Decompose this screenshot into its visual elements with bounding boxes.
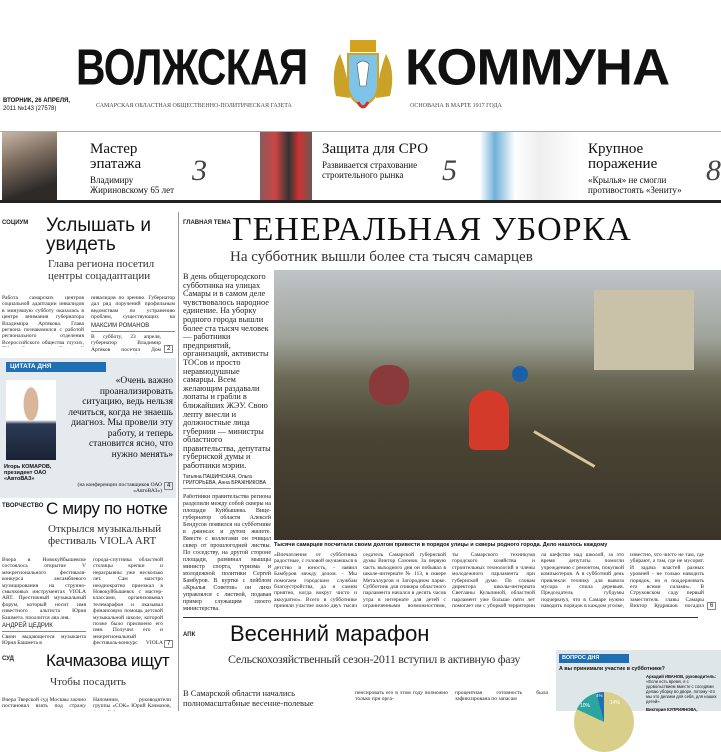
rubric-tvorchestvo: ТВОРЧЕСТВО <box>2 503 44 509</box>
main-byline: Татьяна ПАШИНСКАЯ, Ольга ГРИГОРЬЕВА, Анна БРАЖНИКОВА <box>183 474 271 489</box>
article-text: пенсировать его в этом году возможно только при орга- <box>355 690 448 703</box>
person-red-jacket <box>469 390 509 450</box>
poll-answer-text: «Если есть время, я с удовольствием вместе с соседями делаю уборку во дворе, потому что мы это делаем для себя, для наших детей». <box>646 679 717 704</box>
masthead-founded: ОСНОВАНА В МАРТЕ 1917 ГОДА <box>410 103 502 109</box>
headline-uslyshat[interactable]: Услышать и увидеть <box>46 215 151 255</box>
poll-answer-name: Аркадий ИВАНОВ, руководитель: <box>646 674 717 679</box>
teaser-3[interactable] <box>480 132 721 200</box>
quote-source: (на конференции поставщиков ОАО «АвтоВАЗ») <box>77 482 162 494</box>
child-blue-hat <box>512 366 528 382</box>
main-column-1: «Впечатления от субботника радостные, с головой окунаешься в детство и юность, - заявил Бамбуров между делом. - Мы помогаем городским службам благоустройства, да и самим приятно, когда вокруг чисто и аккуратно». Всего в субботнике приняли участие около двух тысяч <box>274 552 357 610</box>
masthead-title-left: ВОЛЖСКАЯ <box>76 38 308 96</box>
article-text: Вчера Тверской суд Москвы заочно постановил взять под стражу <box>2 697 86 710</box>
section-rule <box>183 617 698 618</box>
main-column-4: ла шефство над школой, за это время депутаты помогли учреждению с ремонтом, покупкой компьютеров. А в субботний день привлекли технику для вывоза мусора и спила деревьев. Председатель губдумы подчеркнул, что в Самаре нужно наводить порядок в каждом уголке, <box>541 552 624 610</box>
rubric-apk: АПК <box>183 632 196 638</box>
komarov-photo <box>6 380 56 460</box>
issue-date: ВТОРНИК, 26 АПРЕЛЯ, <box>3 98 71 104</box>
poll-question: А вы принимали участие в субботнике? <box>559 666 665 672</box>
workers-photo <box>260 132 312 200</box>
continued-page-link[interactable]: 6 <box>707 602 716 610</box>
continued-page-link[interactable]: 7 <box>164 640 173 648</box>
rake <box>533 430 595 468</box>
subhead-kachmazova: Чтобы посадить <box>50 676 126 688</box>
article-text: города-спутника областной столицы крепки и нерасрывны уже несколько лет. Сам маэстро неоднократно приезжал в Новокуйбышевск с мастер-классами, организовывал телемарафон и оказывал финансовую помощь детской музыкальной школе, которой позже было присвоено его имя. Получил его и межрегиональный фестиваль-конкурс VIOLA <box>93 557 163 647</box>
subhead-s-miru: Открылся музыкальный фестиваль VIOLA ART <box>48 523 162 547</box>
poll-answer-name: Виктория КУПРИЯНОВА, <box>646 707 698 712</box>
subhead-vesenniy-marafon: Сельскохозяйственный сезон-2011 вступил в активную фазу <box>228 652 521 666</box>
quote-label: ЦИТАТА ДНЯ <box>6 362 106 372</box>
subhead-uslyshat: Глава региона посетил центры соцадаптации <box>48 258 155 282</box>
teaser-1[interactable] <box>0 132 240 200</box>
continued-page-link[interactable]: 4 <box>164 482 173 490</box>
article-text: Вчера в Новокуйбышевске состоялось открытие V межрегионального фестиваля-конкурса ансамблевого музицирования на струнно-смычковых инструментах VIOLA ART. Престижный музыкальный форум, который носит имя известного альтиста Юрия Башмета, продлится два дня. <box>2 557 86 619</box>
teaser-title: Крупное поражение <box>588 141 658 172</box>
column-divider <box>178 212 179 711</box>
main-headline[interactable]: ГЕНЕРАЛЬНАЯ УБОРКА <box>232 211 632 248</box>
teaser-page-number: 8 <box>706 154 721 187</box>
issue-number: 2011 №143 (27578) <box>3 106 57 112</box>
masthead-title-right: КОММУНА <box>405 38 670 96</box>
main-body-first: Работники правительства региона разделили между собой скверы на площади Куйбышева. Вице-губернатор области Алексей Бендусов появился на субботнике в джинсах и дутом жилете. Вместе с коллегами он очищал сквер от прошлогодней листвы. По соседству, на другой стороне площади, разминал мышцы министр спорта, туризма и молодежной политики Сергей Бамбуров. В куртке с лейблом «Крылья Советов» он лихо управлялся с листвой, подавая пример служащим своего министерства. <box>183 494 271 611</box>
rubric-socium: СОЦИУМ <box>2 220 29 226</box>
zhirinovsky-photo <box>2 132 57 200</box>
article-author: МАКСИМ РОМАНОВ <box>91 323 150 329</box>
teaser-title: Защита для СРО <box>322 141 429 157</box>
teaser-bottom-rule <box>0 200 721 203</box>
teaser-page-number: 5 <box>442 154 457 187</box>
pie-label: 4% <box>596 693 603 698</box>
headline-vesenniy-marafon[interactable]: Весенний марафон <box>230 621 430 646</box>
main-column-3: ты Самарского техникума городского хозяйства и строительных технологий и члены молодежного парламента при губернской думе. По словам директора школы-интерната Светланы Кульпиной, областной парламент уже больше пяти лет помогает им с уборкой территории <box>452 552 535 610</box>
article-author: АНДРЕЙ ЦЕДРИК <box>2 623 53 629</box>
building <box>594 290 694 370</box>
rubric-glavnaya-tema: ГЛАВНАЯ ТЕМА <box>183 220 231 226</box>
headline-s-miru[interactable]: С миру по нотке <box>46 499 168 518</box>
quote-text: «Очень важно проанализировать ситуацию, ведь нельзя лечиться, когда не знаешь диагноз. Мы провели эту работу, и теперь становится ясно, что нужно менять» <box>68 376 173 460</box>
pie-label: 14% <box>610 700 621 706</box>
football-photo <box>480 132 580 200</box>
teaser-2[interactable] <box>260 132 480 200</box>
teaser-subtitle: Развивается страхование строительного рынка <box>322 160 418 180</box>
pie-label: 10% <box>580 703 591 709</box>
main-lead: В день общегородского субботника на улицах Самары и в самом деле чувствовалось народное единение. На уборку родного города вышли более ста тысяч человек — работники предприятий, организаций, активисты ТОСов и просто неравнодушные самарцы. Всем желающим раздавали лопаты и грабли в ближайших ЖЭУ. Свою лепту внесли и должностные лица губернии — министры областного правительства, депутаты губернской думы и работники мэрии. <box>183 272 271 471</box>
headline-kachmazova[interactable]: Качмазова ищут <box>46 651 170 670</box>
main-column-2: седатель Самарской губернской думы Виктор Сазонов. За первую часть выходного дня он побывал в школе-интернате № 113, в сквере Металлургов и Загородном парке. Субботник для спикера областного парламента начался в десять часов утра в интернате для детей с ограниченными возможностями, <box>363 552 446 610</box>
article-text: процентная готовность была зафиксирована по запасам <box>455 690 548 703</box>
teaser-subtitle: «Крылья» не смогли противостоять «Зениту» <box>588 175 682 195</box>
rubric-sud: СУД <box>2 656 14 662</box>
quote-person: Игорь КОМАРОВ, <box>4 464 52 470</box>
masthead-subtitle: САМАРСКАЯ ОБЛАСТНАЯ ОБЩЕСТВЕННО-ПОЛИТИЧЕСКАЯ ГАЗЕТА <box>96 103 292 109</box>
main-photo-subbotnik <box>274 270 721 540</box>
article-text: Работа самарских центров социальной адаптации инвалидов в минувшую субботу оказалась в центре внимания губернатора Владимира Артякова. Глава региона познакомился с работой регионального отделения Всероссийского общества глухих, <box>2 295 84 346</box>
poll-pie-chart <box>574 692 634 752</box>
teaser-page-number: 3 <box>192 154 207 187</box>
teaser-subtitle: Владимиру Жириновскому 65 лет <box>90 175 175 195</box>
person-kneeling <box>369 365 409 405</box>
article-text: Напомним, руководители группы «СОК» Юрий Качмазов, <box>93 697 171 710</box>
article-text: Связи выдающегося музыканта Юрия Башмета в <box>2 634 86 647</box>
main-subhead: На субботник вышли более ста тысяч самарцев <box>230 249 533 265</box>
poll-label: ВОПРОС ДНЯ <box>559 654 629 663</box>
teaser-title: Мастер эпатажа <box>90 141 142 172</box>
main-column-5: известно, что чисто не там, где убирают, а там, где не мусорят. И задача властей разных уровней - не только наводить порядок, но и поддерживать его всеми силами». В Струковском саду первый заместитель главы Самары Виктор Кудряшов посадил <box>630 552 704 610</box>
article-text: В субботу, 23 апреля, губернатор Владимир Артяков посетил Дом <box>91 334 161 353</box>
divider <box>91 331 175 332</box>
quote-role: президент ОАО «АвтоВАЗ» <box>4 470 47 482</box>
bottom-lead: В Самарской области начались полномасштабные весенне-полевые <box>183 688 314 708</box>
article-text: инвалидов по зрению. Губернатор дал ряд поручений профильным ведомствам по устранению проблем, существующих на <box>91 295 175 321</box>
divider <box>2 631 86 632</box>
question-of-the-day <box>556 650 721 711</box>
continued-page-link[interactable]: 2 <box>164 345 173 353</box>
photo-caption: Тысячи самарцев посчитали своим долгом привести в порядок улицы и скверы родного города. Дело нашлось каждому <box>274 542 608 548</box>
samara-crest-logo <box>328 36 398 112</box>
quote-of-the-day <box>0 358 176 498</box>
